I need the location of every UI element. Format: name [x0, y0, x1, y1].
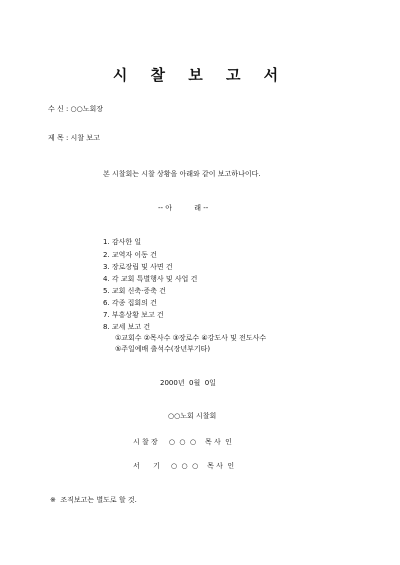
document-title: 시 찰 보 고 서: [112, 66, 288, 84]
list-item: 2. 교역자 이동 건: [103, 251, 157, 259]
list-item: 7. 부흥상황 보고 건: [103, 311, 164, 319]
organization-name: ○○노회 시찰회: [168, 412, 217, 420]
subject-line: 제 목 : 시찰 보고: [48, 134, 100, 142]
stats-line-2: ⑤주일예배 출석수(장년부기타): [115, 345, 211, 353]
list-item: 3. 장로장립 및 사면 건: [103, 263, 173, 271]
list-item: 5. 교회 신축·증축 건: [103, 287, 166, 295]
list-item: 1. 감사한 일: [103, 238, 142, 246]
stats-line-1: ①교회수 ②목사수 ③장로수 ④강도사 및 전도사수: [115, 334, 267, 342]
list-item: 4. 각 교회 특별행사 및 사업 건: [103, 275, 198, 283]
report-date: 2000년 0월 0일: [160, 379, 216, 387]
signature-chair: 시 찰 장 ○ ○ ○ 목 사 인: [133, 438, 232, 446]
intro-text: 본 시찰회는 시찰 상황을 아래와 같이 보고하나이다.: [103, 170, 261, 178]
recipient-line: 수 신 : ○○노회장: [48, 105, 104, 113]
signature-secretary: 서 기 ○ ○ ○ 목 사 인: [133, 462, 235, 470]
list-item: 8. 교세 보고 건: [103, 323, 151, 331]
notice-heading: -- 아 래 --: [158, 204, 209, 212]
list-item: 6. 각종 집회의 건: [103, 299, 157, 307]
footnote: ※ 조직보고는 별도로 할 것.: [50, 496, 137, 504]
